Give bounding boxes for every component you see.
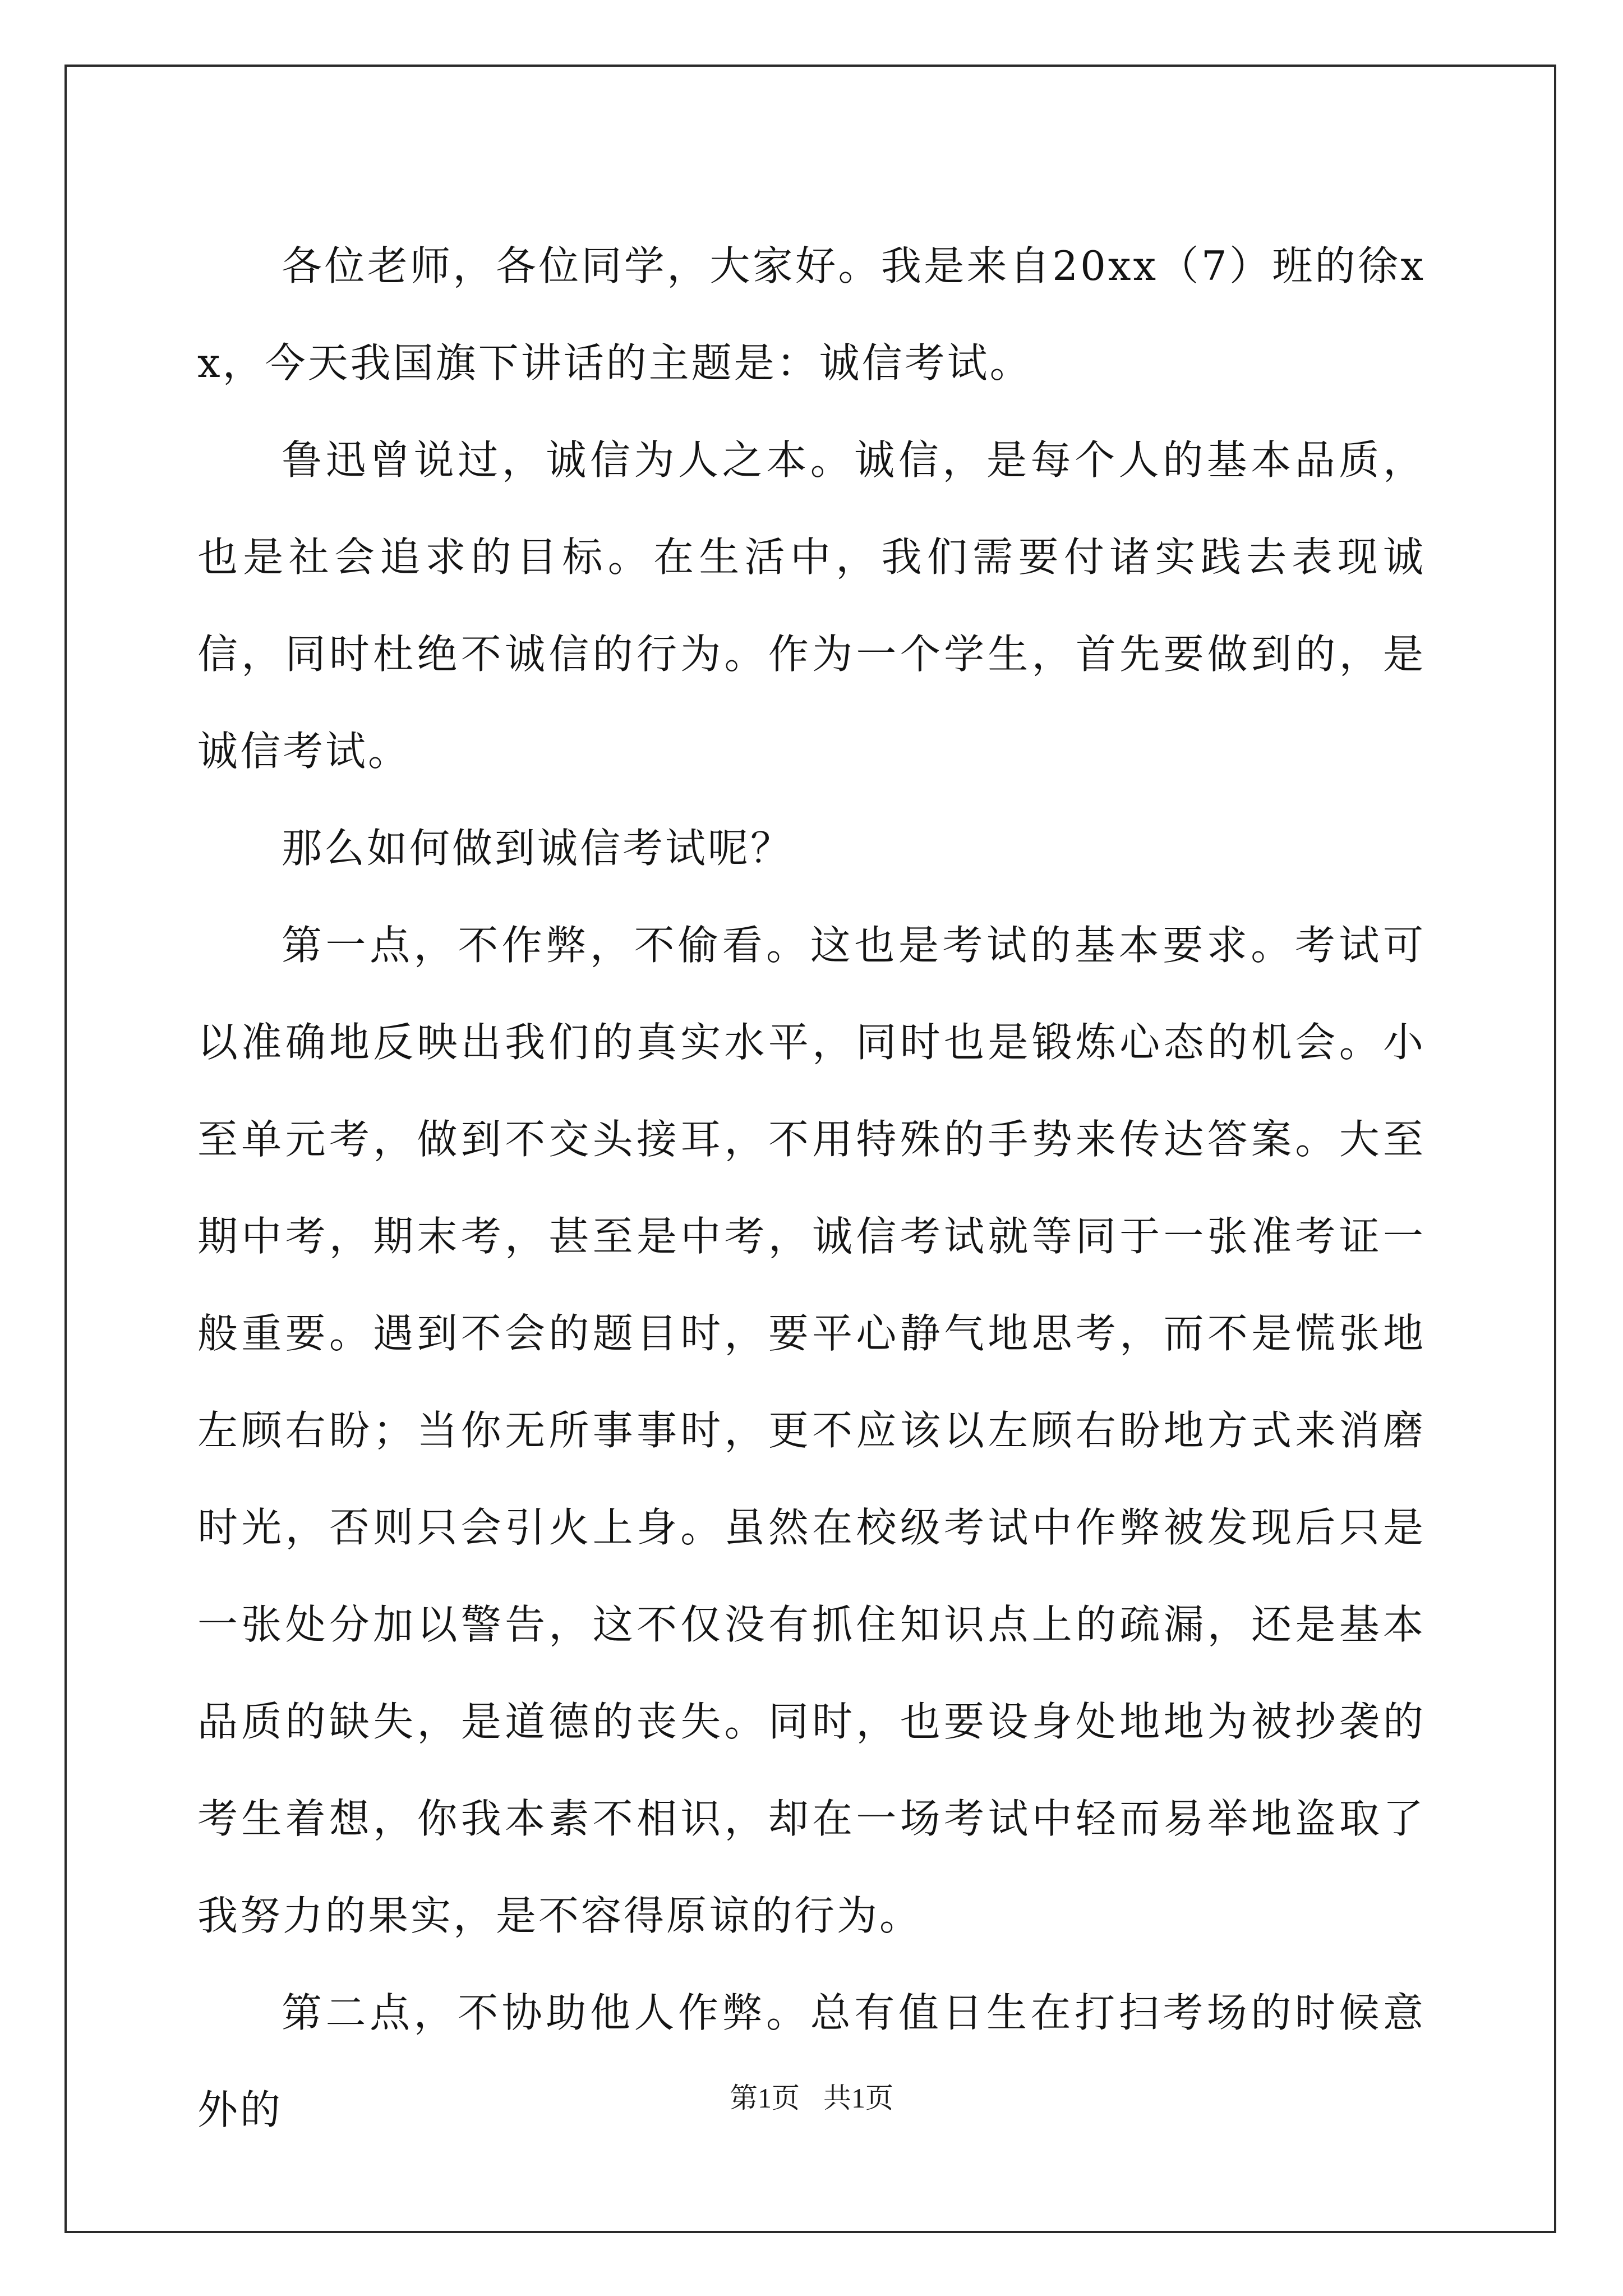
document-body <box>197 218 1426 2159</box>
page-footer <box>0 2076 1623 2116</box>
paragraph: 第二点，不协助他人作弊。总有值日生在打扫考场的时候意外的 <box>197 1989 1426 2133</box>
paragraph: 那么如何做到诚信考试呢？ <box>282 825 794 872</box>
paragraph: 鲁迅曾说过，诚信为人之本。诚信，是每个人的基本品质，也是社会追求的目标。在生活中，我们需要付诸实践去表现诚信，同时杜绝不诚信的行为。作为一个学生，首先要做到的，是诚信考试。 <box>197 436 1426 775</box>
paragraph: 第一点，不作弊，不偷看。这也是考试的基本要求。考试可以准确地反映出我们的真实水平，同时也是锻炼心态的机会。小至单元考，做到不交头接耳，不用特殊的手势来传达答案。大至期中考，期末考，甚至是中考，诚信考试就等同于一张准考证一般重要。遇到不会的题目时，要平心静气地思考，而不是慌张地左顾右盼；当你无所事事时，更不应该以左顾右盼地方式来消磨时光，否则只会引火上身。虽然在校级考试中作弊被发现后只是一张处分加以警告，这不仅没有抓住知识点上的疏漏，还是基本品质的缺失，是道德的丧失。同时，也要设身处地地为被抄袭的考生着想，你我本素不相识，却在一场考试中轻而易举地盗取了我努力的果实，是不容得原谅的行为。 <box>197 922 1426 1939</box>
page-total: 共1页 <box>823 2082 893 2114</box>
page-number: 第1页 <box>730 2082 800 2114</box>
paragraph: 各位老师，各位同学，大家好。我是来自20xx（7）班的徐xx，今天我国旗下讲话的主题是：诚信考试。 <box>197 242 1426 386</box>
